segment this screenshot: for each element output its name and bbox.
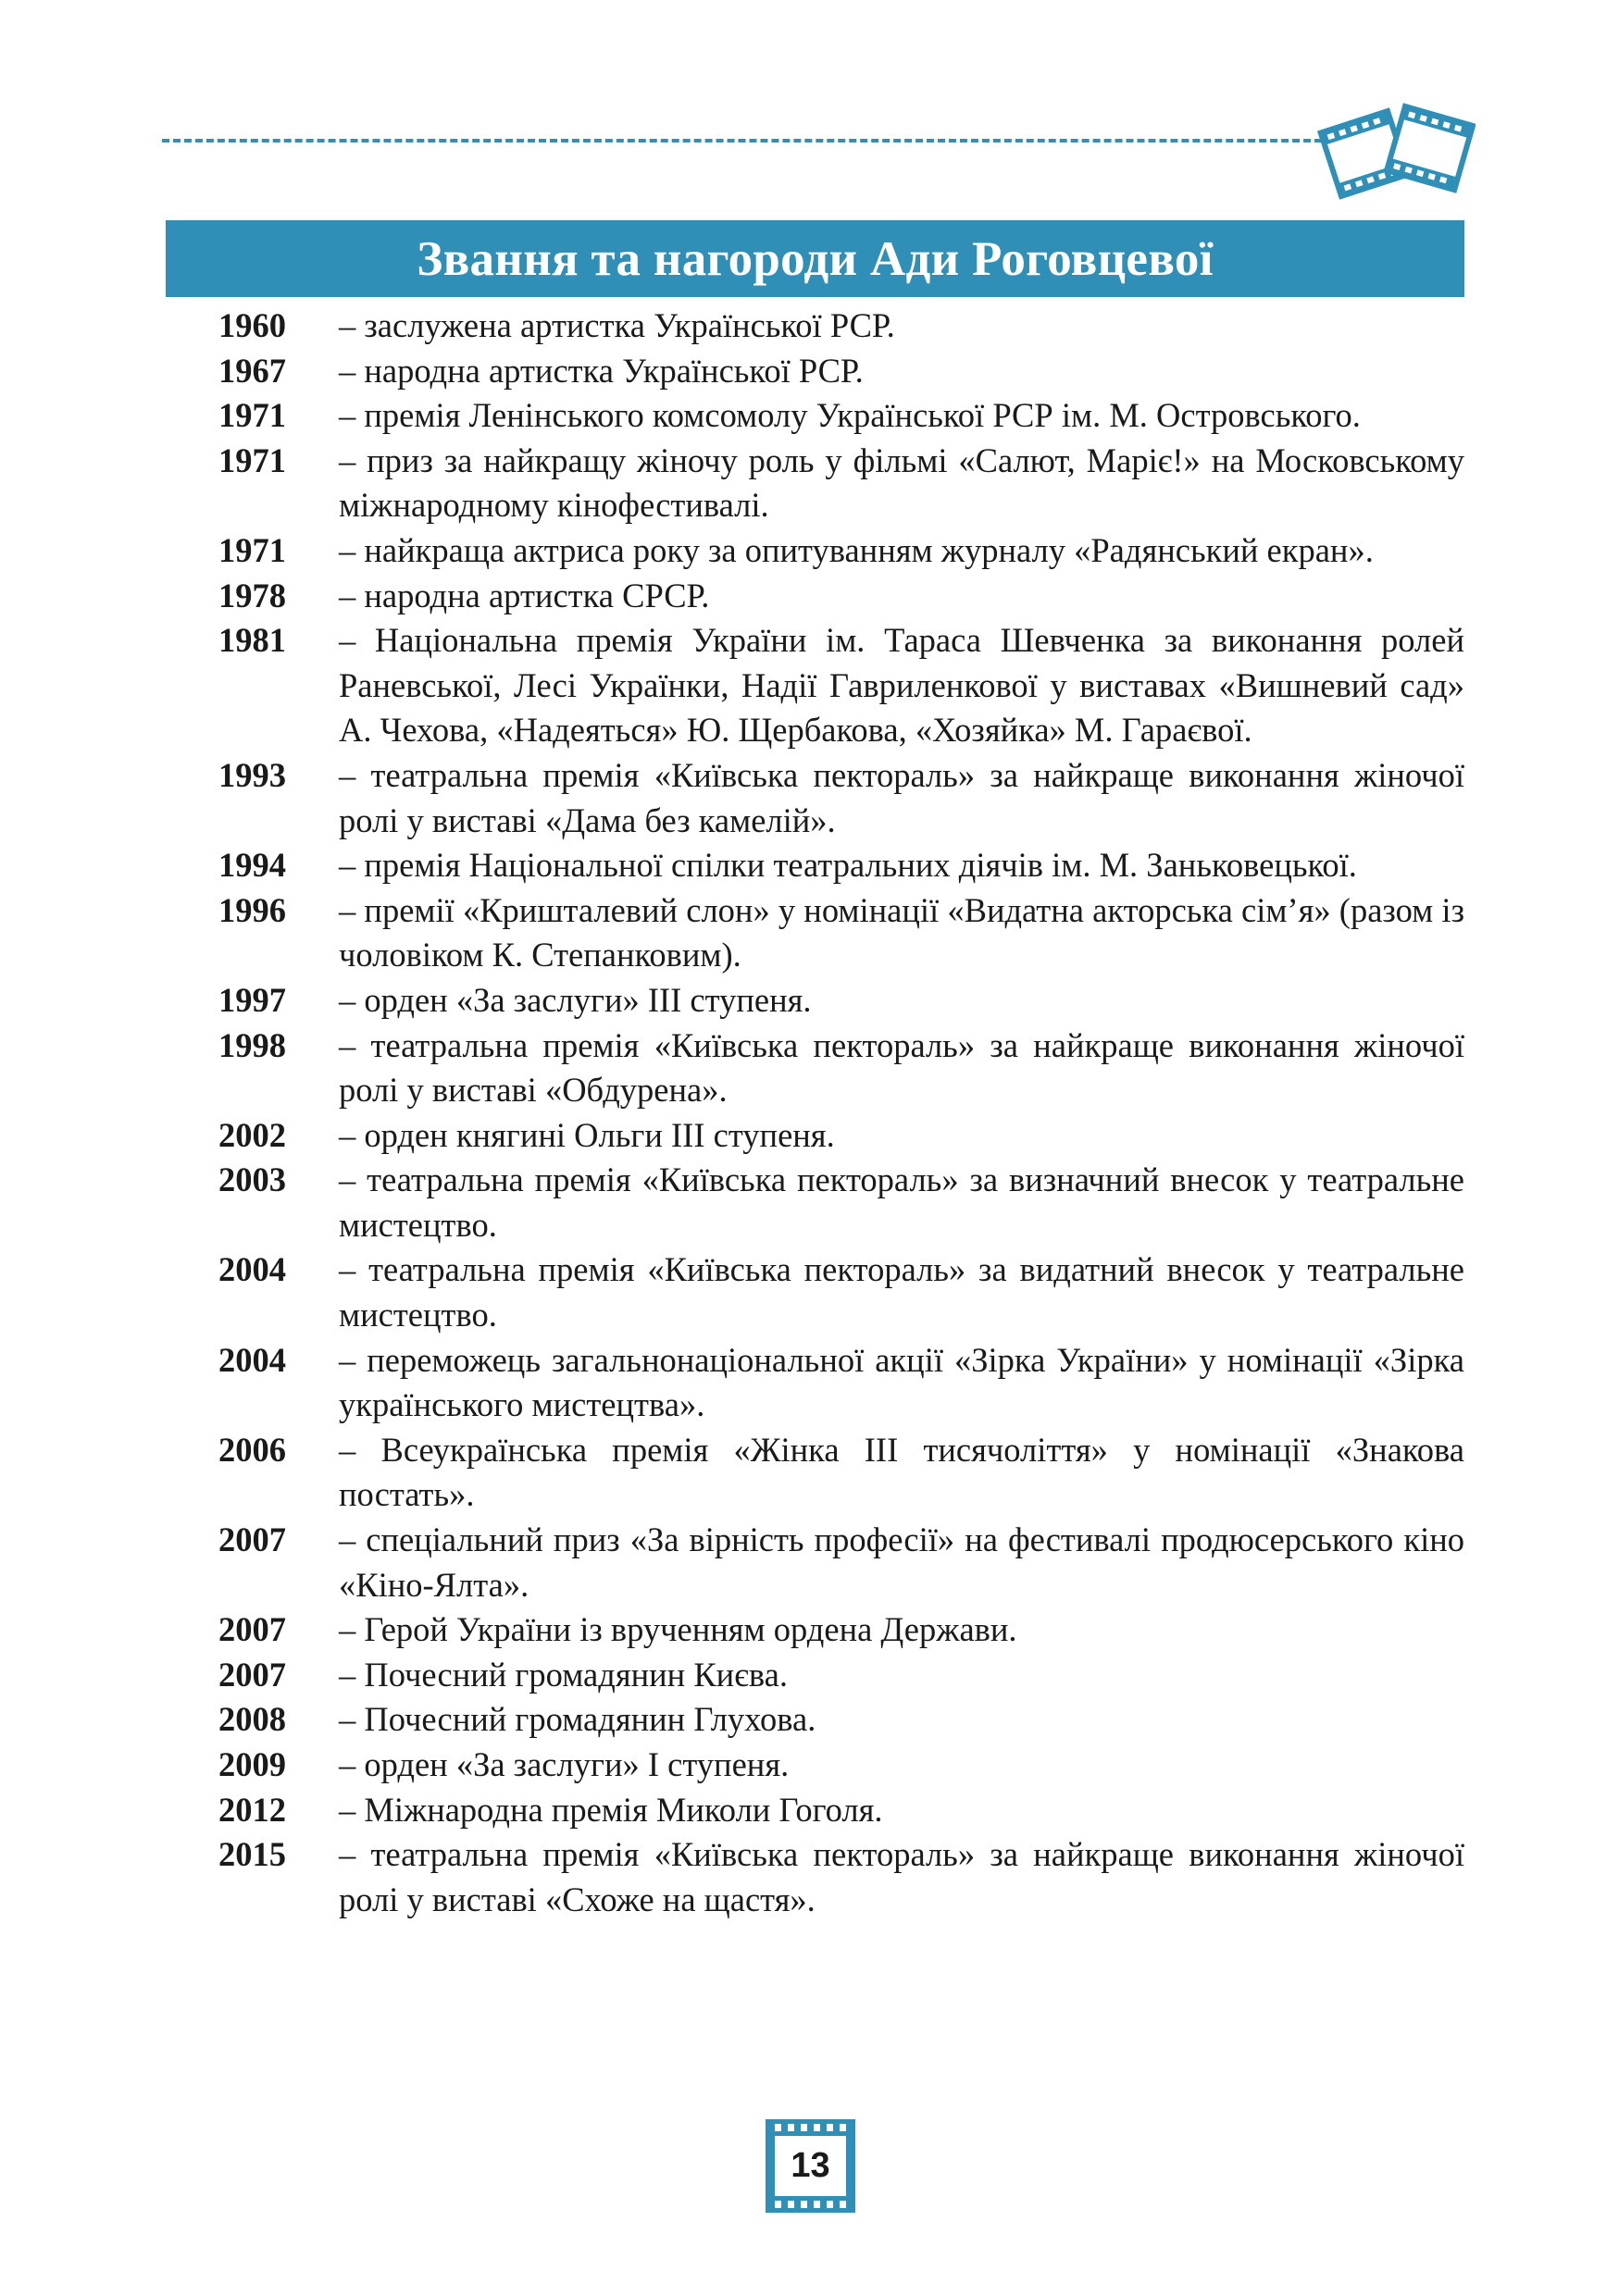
page-title: Звання та нагороди Ади Роговцевої	[417, 231, 1214, 286]
award-description: – переможець загальнонаціональної акції «Зірка України» у номінації «Зірка українського мистецтва».	[339, 1340, 1464, 1424]
award-item	[218, 393, 1464, 439]
award-year: 1971	[218, 530, 286, 569]
award-description: – приз за найкращу жіночу роль у фільмі «Салют, Марiє!» на Московському міжнародному кінофестивалі.	[339, 441, 1464, 525]
award-item	[218, 349, 1464, 394]
award-item	[218, 888, 1464, 978]
award-item	[218, 1247, 1464, 1337]
award-description: – театральна премія «Київська пектораль» за видатний внесок у театральне мистецтво.	[339, 1250, 1464, 1334]
award-item	[218, 1607, 1464, 1653]
award-description: – театральна премія «Київська пектораль» за визначний внесок у театральне мистецтво.	[339, 1160, 1464, 1244]
award-description: – театральна премія «Київська пектораль» за найкраще виконання жіночої ролі у виставі «Дама без камелій».	[339, 755, 1464, 839]
award-year: 1971	[218, 396, 286, 435]
award-year: 1967	[218, 351, 286, 390]
award-description: – театральна премія «Київська пектораль» за найкраще виконання жіночої ролі у виставі «Схоже на щастя».	[339, 1835, 1464, 1918]
award-item	[218, 1788, 1464, 1833]
award-year: 2003	[218, 1160, 286, 1199]
award-description: – орден «За заслуги» I ступеня.	[339, 1745, 790, 1783]
award-year: 1971	[218, 441, 286, 479]
award-year: 2002	[218, 1115, 286, 1154]
award-item	[218, 618, 1464, 753]
award-item	[218, 1338, 1464, 1428]
award-description: – спеціальний приз «За вірність професії» на фестивалі продюсерського кіно «Кіно-Ялта».	[339, 1520, 1464, 1604]
award-year: 2008	[218, 1700, 286, 1739]
award-description: – театральна премія «Київська пектораль» за найкраще виконання жіночої ролі у виставі «Обдурена».	[339, 1025, 1464, 1110]
award-description: – народна артистка СРСР.	[339, 576, 710, 614]
award-year: 1997	[218, 980, 286, 1019]
award-year: 2006	[218, 1430, 286, 1469]
award-description: – премія Національної спілки театральних діячів ім. М. Заньковецької.	[339, 846, 1357, 885]
award-description: – премії «Кришталевий слон» у номінації «Видатна акторська сім’я» (разом із чоловіком К. Степанковим).	[339, 890, 1464, 974]
award-item	[218, 574, 1464, 619]
award-year: 2007	[218, 1520, 286, 1559]
title-banner	[166, 220, 1464, 297]
award-item	[218, 1743, 1464, 1788]
film-strip-icon	[1316, 94, 1476, 205]
award-item	[218, 753, 1464, 843]
award-item	[218, 1653, 1464, 1698]
award-item	[218, 1113, 1464, 1159]
award-item	[218, 1158, 1464, 1247]
award-description: – Почесний громадянин Глухова.	[339, 1700, 816, 1739]
award-item	[218, 1024, 1464, 1113]
award-description: – Почесний громадянин Києва.	[339, 1655, 788, 1694]
award-description: – найкраща актриса року за опитуванням журналу «Радянський екран».	[339, 530, 1374, 569]
award-year: 1996	[218, 890, 286, 929]
award-description: – народна артистка Української РСР.	[339, 351, 864, 390]
award-description: – Міжнародна премія Миколи Гоголя.	[339, 1790, 883, 1829]
page-number-badge	[764, 2117, 857, 2215]
award-year: 1960	[218, 306, 286, 344]
page-number: 13	[791, 2146, 830, 2185]
awards-list	[218, 304, 1464, 1922]
award-description: – Національна премія України ім. Тараса Шевченка за виконання ролей Раневської, Лесі Українки, Надії Гавриленкової у виставах «Вишневий сад» А. Чехова, «Надеяться» Ю. Щербакова, «Хозяйка» М. Гараєвої.	[339, 621, 1464, 750]
award-year: 1978	[218, 576, 286, 614]
award-year: 2004	[218, 1250, 286, 1289]
award-item	[218, 1697, 1464, 1743]
award-item	[218, 978, 1464, 1024]
award-description: – Герой України із врученням ордена Держави.	[339, 1610, 1017, 1649]
award-year: 2007	[218, 1610, 286, 1649]
award-year: 2015	[218, 1835, 286, 1874]
award-year: 1993	[218, 755, 286, 794]
award-description: – премія Ленінського комсомолу Української РСР ім. М. Островського.	[339, 396, 1361, 435]
award-item	[218, 1832, 1464, 1922]
award-item	[218, 304, 1464, 349]
award-description: – орден княгині Ольги III ступеня.	[339, 1115, 835, 1154]
award-description: – Всеукраїнська премія «Жінка III тисячоліття» у номінації «Знакова постать».	[339, 1430, 1464, 1514]
award-year: 1994	[218, 846, 286, 885]
award-year: 2004	[218, 1340, 286, 1379]
award-item	[218, 1428, 1464, 1518]
award-year: 2012	[218, 1790, 286, 1829]
award-item	[218, 439, 1464, 528]
award-year: 1981	[218, 621, 286, 660]
award-item	[218, 1518, 1464, 1607]
award-description: – орден «За заслуги» III ступеня.	[339, 980, 812, 1019]
dashed-divider	[162, 139, 1333, 143]
award-item	[218, 843, 1464, 888]
award-description: – заслужена артистка Української РСР.	[339, 306, 895, 344]
award-item	[218, 528, 1464, 574]
award-year: 1998	[218, 1025, 286, 1064]
award-year: 2007	[218, 1655, 286, 1694]
award-year: 2009	[218, 1745, 286, 1783]
